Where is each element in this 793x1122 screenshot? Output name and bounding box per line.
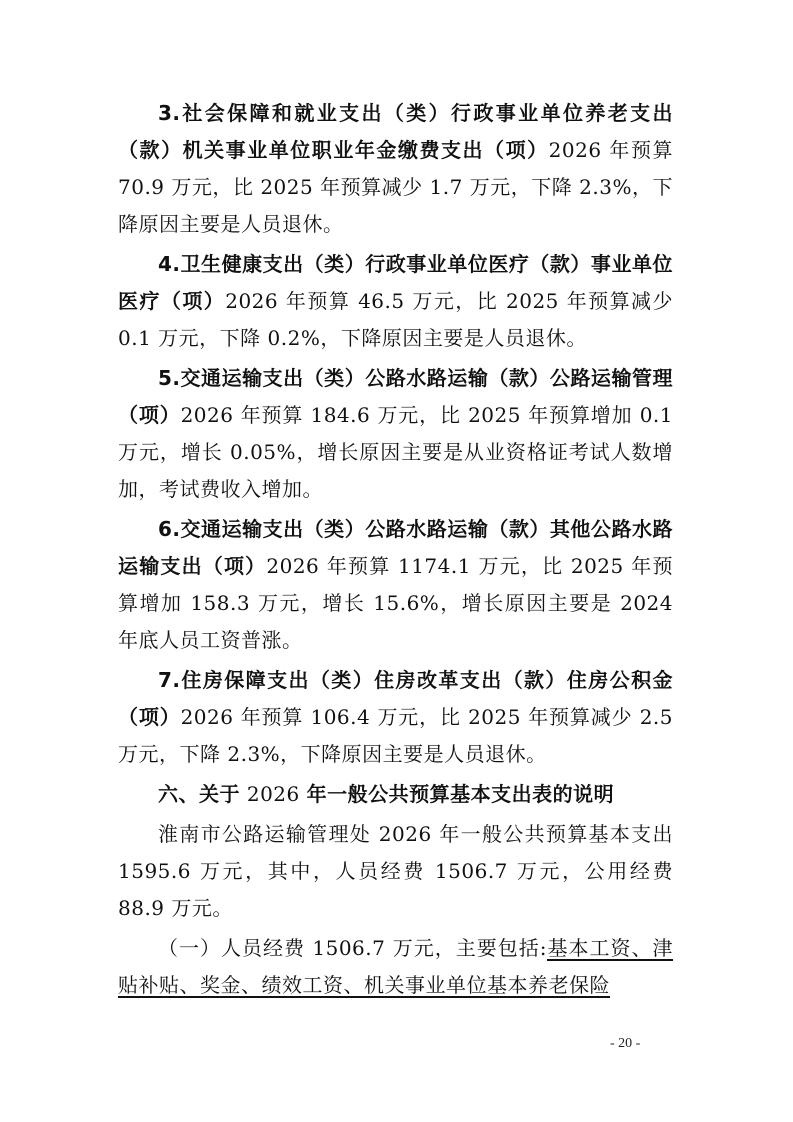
item-6-heading: 6.交通运输支出（类）公路水路运输（款）其他公路水路运输支出（项）: [118, 517, 673, 578]
item-3-body: 2026 年预算 70.9 万元，比 2025 年预算减少 1.7 万元，下降 2.3%，下降原因主要是人员退休。: [118, 138, 673, 236]
page-content: [118, 95, 673, 1004]
sub1-underlined-items: 基本工资、津贴补贴、奖金、绩效工资、机关事业单位基本养老保险: [118, 936, 674, 997]
sub1-text: （一）人员经费 1506.7 万元，主要包括:: [158, 936, 547, 960]
section-6-heading-suffix: 年一般公共预算基本支出表的说明: [306, 782, 615, 806]
item-3-paragraph: [118, 95, 673, 243]
section-6-intro: 淮南市公路运输管理处 2026 年一般公共预算基本支出 1595.6 万元，其中，人员经费 1506.7 万元，公用经费 88.9 万元。: [118, 822, 673, 920]
section-6-heading-year: 2026: [246, 782, 300, 806]
item-7-body: 2026 年预算 106.4 万元，比 2025 年预算减少 2.5 万元，下降 2.3%，下降原因主要是人员退休。: [118, 705, 673, 766]
section-6-heading-prefix: 六、关于: [158, 782, 240, 806]
section-6-heading: [118, 776, 673, 813]
page-number: - 20 -: [610, 1036, 641, 1051]
item-7-heading: 7.住房保障支出（类）住房改革支出（款）住房公积金（项）: [118, 668, 673, 729]
item-5-heading: 5.交通运输支出（类）公路水路运输（款）公路运输管理（项）: [118, 366, 673, 427]
item-5-body: 2026 年预算 184.6 万元，比 2025 年预算增加 0.1 万元，增长 0.05%，增长原因主要是从业资格证考试人数增加，考试费收入增加。: [118, 403, 673, 501]
item-4-body: 2026 年预算 46.5 万元，比 2025 年预算减少 0.1 万元，下降 0.2%，下降原因主要是人员退休。: [118, 289, 673, 350]
item-7-paragraph: [118, 662, 673, 773]
item-6-paragraph: [118, 511, 673, 659]
item-4-heading: 4.卫生健康支出（类）行政事业单位医疗（款）事业单位医疗（项）: [118, 252, 673, 313]
item-4-paragraph: [118, 246, 673, 357]
item-6-body: 2026 年预算 1174.1 万元，比 2025 年预算增加 158.3 万元，增长 15.6%，增长原因主要是 2024 年底人员工资普涨。: [118, 554, 673, 652]
item-3-heading: 3.社会保障和就业支出（类）行政事业单位养老支出（款）机关事业单位职业年金缴费支出（项）: [118, 101, 673, 162]
item-5-paragraph: [118, 360, 673, 508]
section-6-sub1: [118, 930, 673, 1004]
